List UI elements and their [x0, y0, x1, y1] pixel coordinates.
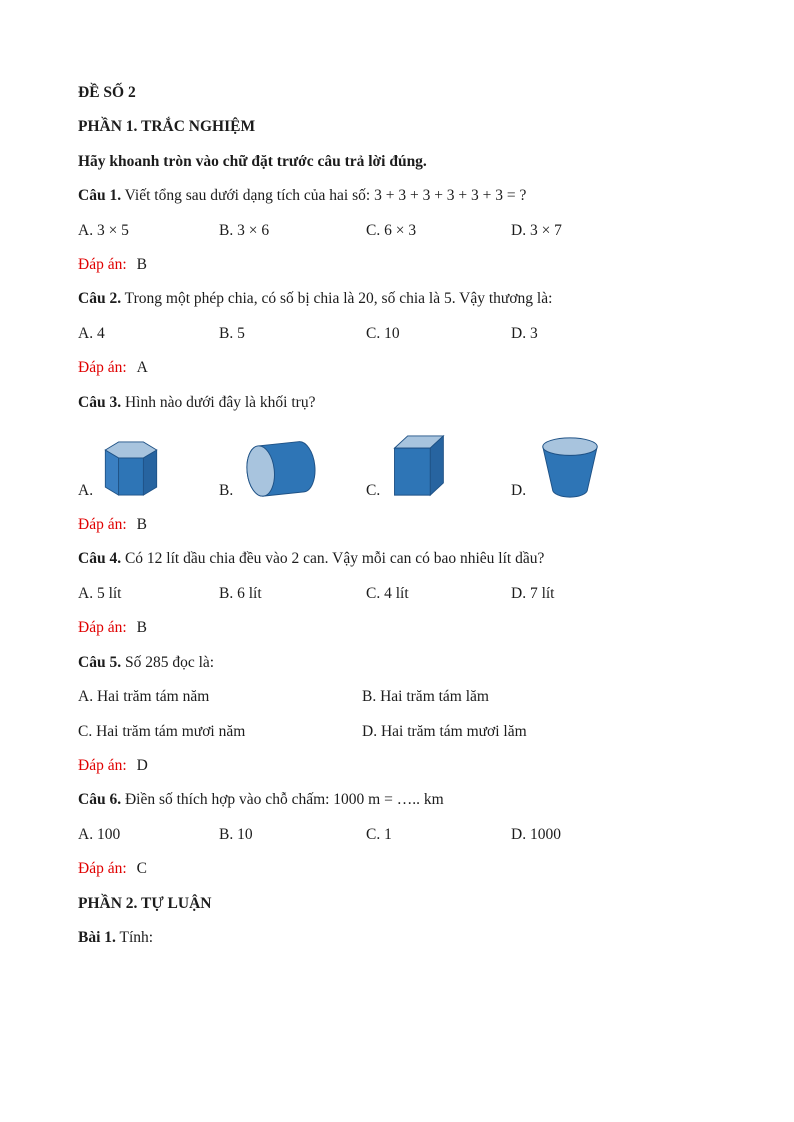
question-4-label: Câu 4.	[78, 550, 122, 568]
part1-heading: PHẦN 1. TRẮC NGHIỆM	[78, 118, 256, 136]
option-c: C. 6 × 3	[366, 221, 417, 239]
answer-value: B	[136, 516, 147, 534]
question-1-text: Câu 1. Viết tổng sau dưới dạng tích của hai số: 3 + 3 + 3 + 3 + 3 + 3 = ?	[78, 187, 527, 205]
option-d: D. 3 × 7	[511, 221, 562, 239]
option-a: A. 4	[78, 324, 105, 342]
answer-label: Đáp án:	[78, 860, 127, 878]
hexagonal-prism-icon	[100, 428, 162, 502]
question-1-label: Câu 1.	[78, 187, 122, 205]
answer-value: B	[136, 619, 147, 637]
option-b: B. 5	[219, 324, 245, 342]
cylinder-icon	[240, 436, 320, 502]
exercise-1-label: Bài 1.	[78, 928, 116, 946]
instruction: Hãy khoanh tròn vào chữ đặt trước câu trả lời đúng.	[78, 152, 427, 170]
question-5-options-row-1	[78, 688, 750, 707]
question-2-text: Câu 2. Trong một phép chia, có số bị chia là 20, số chia là 5. Vậy thương là:	[78, 290, 553, 308]
answer-label: Đáp án:	[78, 516, 127, 534]
answer-label: Đáp án:	[78, 619, 127, 637]
question-5-text: Câu 5. Số 285 đọc là:	[78, 653, 215, 671]
option-d: D. 1000	[511, 825, 561, 843]
option-c: C. Hai trăm tám mươi năm	[78, 722, 246, 740]
option-c-letter: C.	[366, 482, 381, 500]
question-6-options	[78, 826, 750, 845]
question-5-options-row-2	[78, 723, 750, 742]
doc-title: ĐỀ SỐ 2	[78, 84, 136, 101]
shape-option-b	[219, 436, 366, 502]
question-2-options	[78, 325, 750, 344]
answer-line-3	[78, 516, 750, 535]
option-c: C. 1	[366, 825, 392, 843]
question-3-label: Câu 3.	[78, 393, 122, 411]
option-a-letter: A.	[78, 482, 94, 500]
question-2-label: Câu 2.	[78, 290, 122, 308]
answer-line-6	[78, 860, 750, 879]
shape-option-c	[366, 430, 511, 502]
option-c: C. 10	[366, 324, 400, 342]
option-b: B. 6 lít	[219, 584, 262, 602]
answer-line-5	[78, 757, 750, 776]
option-d: D. 7 lít	[511, 584, 555, 602]
option-c: C. 4 lít	[366, 584, 409, 602]
question-3-text: Câu 3. Hình nào dưới đây là khối trụ?	[78, 393, 316, 411]
answer-value: B	[136, 256, 147, 274]
shape-option-d	[511, 434, 607, 502]
question-3-shapes	[78, 428, 750, 502]
answer-label: Đáp án:	[78, 756, 127, 774]
option-a: A. Hai trăm tám năm	[78, 688, 210, 706]
answer-line-1	[78, 256, 750, 275]
option-b: B. 10	[219, 825, 253, 843]
cube-icon	[387, 430, 449, 502]
option-b-letter: B.	[219, 482, 234, 500]
option-a: A. 5 lít	[78, 584, 122, 602]
option-d-letter: D.	[511, 482, 527, 500]
exercise-1: Bài 1. Tính:	[78, 928, 154, 946]
option-d: D. 3	[511, 324, 538, 342]
option-b: B. Hai trăm tám lăm	[362, 688, 489, 706]
question-6-text: Câu 6. Điền số thích hợp vào chỗ chấm: 1000 m = ….. km	[78, 791, 444, 809]
question-4-text: Câu 4. Có 12 lít dầu chia đều vào 2 can. Vậy mỗi can có bao nhiêu lít dầu?	[78, 550, 545, 568]
answer-line-2	[78, 359, 750, 378]
answer-line-4	[78, 619, 750, 638]
answer-value: A	[136, 359, 148, 377]
option-a: A. 100	[78, 825, 121, 843]
question-5-label: Câu 5.	[78, 653, 122, 671]
question-4-options	[78, 585, 750, 604]
part2-heading: PHẦN 2. TỰ LUẬN	[78, 894, 212, 912]
option-b: B. 3 × 6	[219, 221, 270, 239]
option-a: A. 3 × 5	[78, 221, 129, 239]
answer-value: C	[136, 860, 147, 878]
answer-label: Đáp án:	[78, 256, 127, 274]
answer-label: Đáp án:	[78, 359, 127, 377]
shape-option-a	[78, 428, 219, 502]
question-1-options	[78, 222, 750, 241]
answer-value: D	[136, 756, 148, 774]
truncated-cone-icon	[533, 434, 607, 502]
question-6-label: Câu 6.	[78, 791, 122, 809]
option-d: D. Hai trăm tám mươi lăm	[362, 722, 527, 740]
